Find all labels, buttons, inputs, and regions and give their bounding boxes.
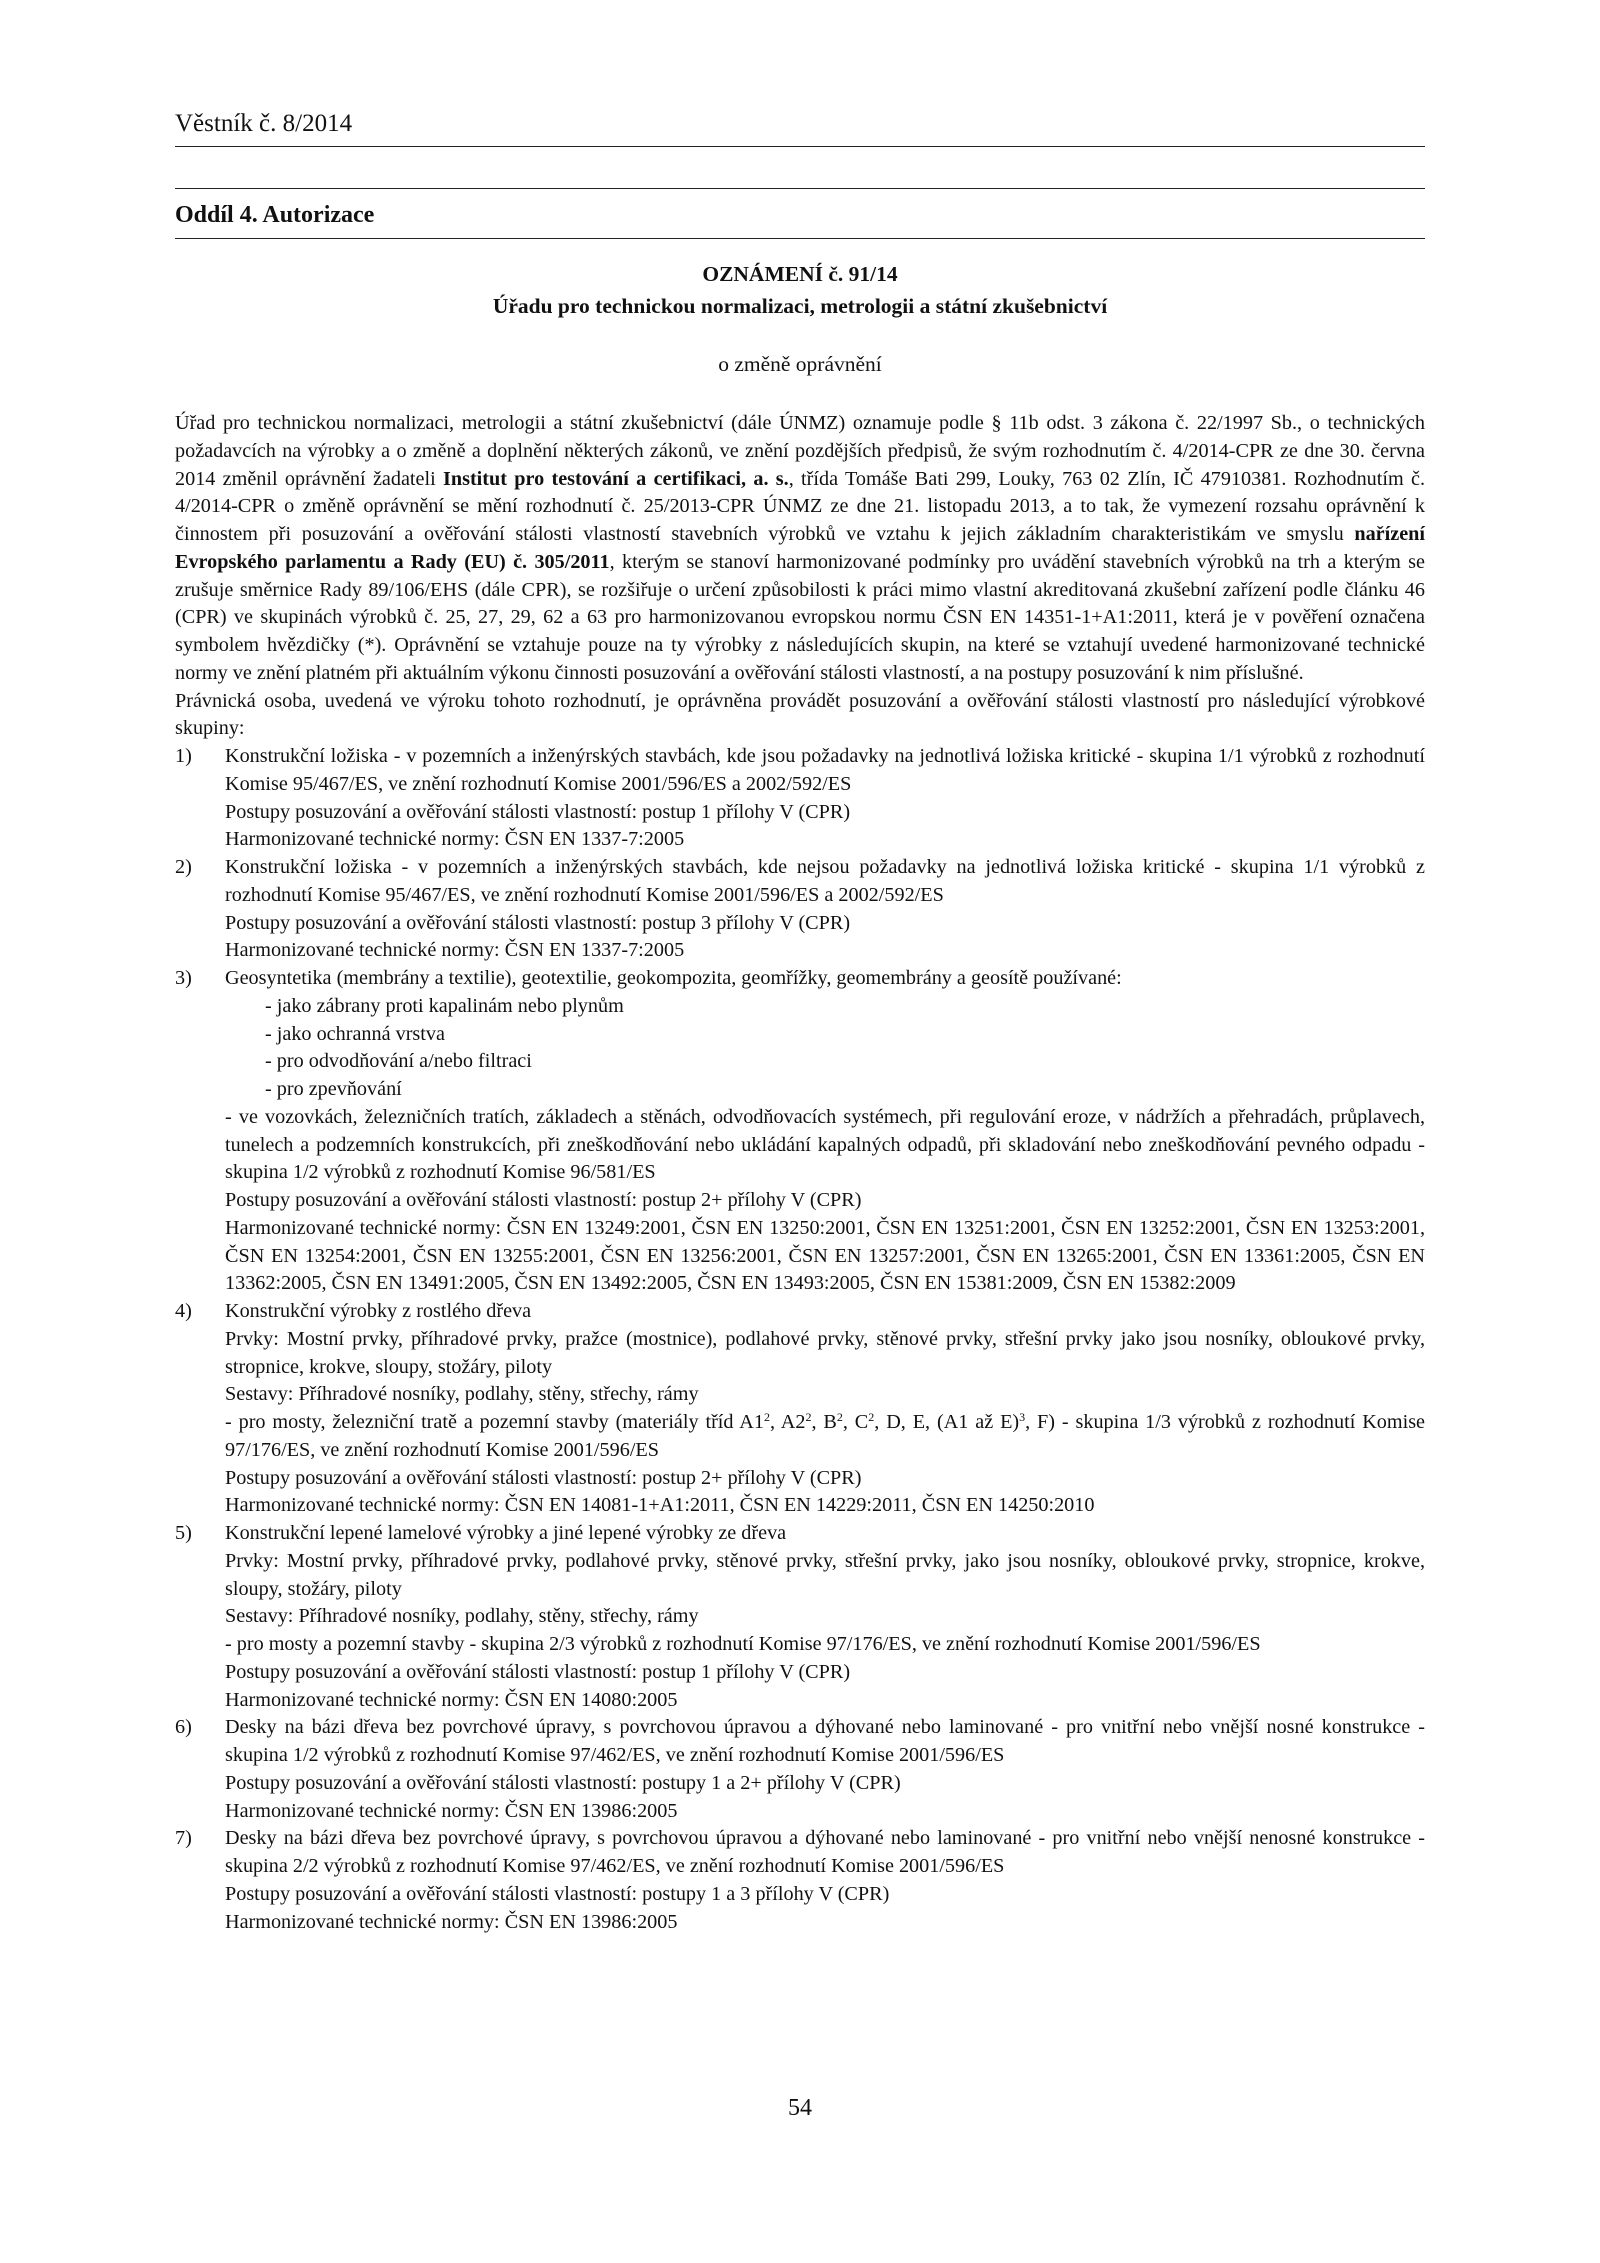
item-number: 5) — [175, 1522, 192, 1544]
document-page — [175, 0, 1425, 2263]
regulation-reference: nařízení Evropského parlamentu a Rady (EU) č. 305/2011 — [175, 523, 1425, 573]
list-item — [175, 965, 1425, 1298]
header-rule — [175, 146, 1425, 147]
intro-paragraph — [175, 410, 1425, 688]
sub-item: - jako zábrany proti kapalinám nebo plynům — [265, 994, 624, 1017]
item-text: Konstrukční ložiska - v pozemních a inženýrských stavbách, kde nejsou požadavky na jednotlivá ložiska kritické - skupina 1/1 výrobků z rozhodnutí Komise 95/467/ES, ve znění rozhodnutí Komise 2001/596/ES a 2002/592/ES — [225, 856, 1425, 906]
notice-title: OZNÁMENÍ č. 91/14 — [702, 262, 898, 286]
intro-text: Úřad pro technickou normalizaci, metrologii a státní zkušebnictví (dále ÚNMZ) oznamuje podle § 11b odst. 3 zákona č. 22/1997 Sb., o technických požadavcích na výrobky a o změně a doplnění některých zákonů, ve znění pozdějších předpisů, že svým rozhodnutím č. 4/2014-CPR ze dne 30. června 2014 změnil oprávnění žadateli — [175, 412, 1425, 490]
item-text: Harmonizované technické normy: ČSN EN 14080:2005 — [225, 1688, 678, 1711]
item-text: Konstrukční lepené lamelové výrobky a jiné lepené výrobky ze dřeva — [225, 1522, 787, 1544]
item-text: Harmonizované technické normy: ČSN EN 13986:2005 — [225, 1799, 678, 1822]
item-text: Geosyntetika (membrány a textilie), geotextilie, geokompozita, geomřížky, geomembrány a geosítě používané: — [225, 967, 1122, 989]
list-item — [175, 1298, 1425, 1520]
page-number: 54 — [788, 2095, 812, 2121]
intro-text-end: , kterým se stanoví harmonizované podmínky pro uvádění stavebních výrobků na trh a kterým se zrušuje směrnice Rady 89/106/EHS (dále CPR), se rozšiřuje o určení způsobilosti k práci mimo vlastní akreditovaná zkušební zařízení podle článku 46 (CPR) ve skupinách výrobků č. 25, 27, 29, 62 a 63 pro harmonizovanou evropskou normu ČSN EN 14351-1+A1:2011, která je v pověření označena symbolem hvězdičky (*). Oprávnění se vztahuje pouze na ty výrobky z následujících skupin, na které se vztahují uvedené harmonizované technické normy ve znění platném při aktuálním výkonu činnosti posuzování a ověřování stálosti vlastností, a na postupy posuzování k nim příslušné. — [175, 550, 1425, 684]
list-item — [175, 854, 1425, 965]
sub-item: - pro odvodňování a/nebo filtraci — [265, 1050, 532, 1073]
notice-body — [175, 410, 1425, 1936]
item-text: Harmonizované technické normy: ČSN EN 1337-7:2005 — [225, 939, 685, 962]
sub-item: - pro zpevňování — [265, 1078, 402, 1100]
item-text: Harmonizované technické normy: ČSN EN 13986:2005 — [225, 1910, 678, 1933]
item-text: Prvky: Mostní prvky, příhradové prvky, pražce (mostnice), podlahové prvky, stěnové prvky, střešní prvky jako jsou nosníky, obloukové prvky, stropnice, krokve, sloupy, stožáry, piloty — [225, 1327, 1425, 1378]
item-number: 6) — [175, 1716, 192, 1739]
item-text: Postupy posuzování a ověřování stálosti vlastností: postup 1 přílohy V (CPR) — [225, 800, 851, 823]
item-text: - pro mosty a pozemní stavby - skupina 2/3 výrobků z rozhodnutí Komise 97/176/ES, ve znění rozhodnutí Komise 2001/596/ES — [225, 1633, 1261, 1655]
list-item — [175, 1520, 1425, 1714]
item-text: Sestavy: Příhradové nosníky, podlahy, stěny, střechy, rámy — [225, 1605, 699, 1628]
section-rule-top — [175, 188, 1425, 189]
item-text: Harmonizované technické normy: ČSN EN 14081-1+A1:2011, ČSN EN 14229:2011, ČSN EN 14250:2010 — [225, 1494, 1095, 1517]
item-text: - ve vozovkách, železničních tratích, základech a stěnách, odvodňovacích systémech, při regulování eroze, v nádržích a přehradách, průplavech, tunelech a podzemních konstrukcích, při zneškodňování nebo ukládání kapalných odpadů, při skladování nebo zneškodňování pevného odpadu - skupina 1/2 výrobků z rozhodnutí Komise 96/581/ES — [225, 1105, 1425, 1184]
list-item — [175, 743, 1425, 854]
item-text: Postupy posuzování a ověřování stálosti vlastností: postupy 1 a 2+ přílohy V (CPR) — [225, 1771, 901, 1794]
material-classes-text: - pro mosty, železniční tratě a pozemní stavby (materiály tříd $A1^2$, $A2^2$, $B^2$, $C^2$, D, E, (A1 až E)$^3$, F) - skupina 1/3 výrobků z rozhodnutí Komise 97/176/ES, ve znění rozhodnutí Komise 2001/596/ES — [225, 1410, 1426, 1461]
item-text: Postupy posuzování a ověřování stálosti vlastností: postup 2+ přílohy V (CPR) — [225, 1189, 862, 1211]
item-text: Postupy posuzování a ověřování stálosti vlastností: postupy 1 a 3 přílohy V (CPR) — [225, 1882, 890, 1905]
item-text: Harmonizované technické normy: ČSN EN 1337-7:2005 — [225, 828, 685, 851]
item-number: 2) — [175, 856, 192, 878]
item-number: 3) — [175, 967, 192, 989]
item-number: 1) — [175, 745, 192, 767]
list-item — [175, 1825, 1425, 1936]
item-text: Konstrukční výrobky z rostlého dřeva — [225, 1300, 532, 1322]
running-head: Věstník č. 8/2014 — [175, 110, 353, 137]
section-title: Oddíl 4. Autorizace — [175, 202, 375, 228]
sub-item: - jako ochranná vrstva — [265, 1022, 445, 1045]
list-item — [175, 1714, 1425, 1825]
item-text: Desky na bázi dřeva bez povrchové úpravy, s povrchovou úpravou a dýhované nebo laminované - pro vnitřní nebo vnější nosné konstrukce - skupina 1/2 výrobků z rozhodnutí Komise 97/462/ES, ve znění rozhodnutí Komise 2001/596/ES — [225, 1716, 1425, 1766]
item-number: 4) — [175, 1300, 192, 1322]
item-text: Prvky: Mostní prvky, příhradové prvky, podlahové prvky, stěnové prvky, střešní prvky, jako jsou nosníky, obloukové prvky, stropnice, krokve, sloupy, stožáry, piloty — [225, 1549, 1425, 1600]
section-rule-bottom — [175, 238, 1425, 239]
item-text: Postupy posuzování a ověřování stálosti vlastností: postup 1 přílohy V (CPR) — [225, 1660, 851, 1683]
notice-subtitle: Úřadu pro technickou normalizaci, metrologii a státní zkušebnictví — [492, 294, 1108, 318]
item-text: Postupy posuzování a ověřování stálosti vlastností: postup 3 přílohy V (CPR) — [225, 911, 851, 934]
applicant-name: Institut pro testování a certifikaci, a. s. — [443, 467, 789, 490]
intro-text-continued: , třída Tomáše Bati 299, Louky, 763 02 Zlín, IČ 47910381. Rozhodnutím č. 4/2014-CPR o změně oprávnění se mění rozhodnutí č. 25/2013-CPR ÚNMZ ze dne 21. listopadu 2013, a to tak, že vymezení rozsahu oprávnění k činnostem při posuzování a ověřování stálosti vlastností stavebních výrobků ve vztahu k jejich základním charakteristikám ve smyslu — [175, 467, 1425, 545]
item-text: Sestavy: Příhradové nosníky, podlahy, stěny, střechy, rámy — [225, 1383, 699, 1406]
item-text: Postupy posuzování a ověřování stálosti vlastností: postup 2+ přílohy V (CPR) — [225, 1466, 862, 1489]
scope-intro: Právnická osoba, uvedená ve výroku tohoto rozhodnutí, je oprávněna provádět posuzování a ověřování stálosti vlastností pro následující výrobkové skupiny: — [175, 689, 1425, 740]
item-text: Harmonizované technické normy: ČSN EN 13249:2001, ČSN EN 13250:2001, ČSN EN 13251:2001, ČSN EN 13252:2001, ČSN EN 13253:2001, ČSN EN 13254:2001, ČSN EN 13255:2001, ČSN EN 13256:2001, ČSN EN 13257:2001, ČSN EN 13265:2001, ČSN EN 13361:2005, ČSN EN 13362:2005, ČSN EN 13491:2005, ČSN EN 13492:2005, ČSN EN 13493:2005, ČSN EN 15381:2009, ČSN EN 15382:2009 — [225, 1216, 1425, 1295]
item-text: Konstrukční ložiska - v pozemních a inženýrských stavbách, kde jsou požadavky na jednotlivá ložiska kritické - skupina 1/1 výrobků z rozhodnutí Komise 95/467/ES, ve znění rozhodnutí Komise 2001/596/ES a 2002/592/ES — [225, 745, 1425, 795]
item-number: 7) — [175, 1827, 192, 1850]
notice-topic: o změně oprávnění — [718, 352, 882, 376]
item-text: Desky na bázi dřeva bez povrchové úpravy, s povrchovou úpravou a dýhované nebo laminované - pro vnitřní nebo vnější nenosné konstrukce - skupina 2/2 výrobků z rozhodnutí Komise 97/462/ES, ve znění rozhodnutí Komise 2001/596/ES — [225, 1827, 1425, 1877]
